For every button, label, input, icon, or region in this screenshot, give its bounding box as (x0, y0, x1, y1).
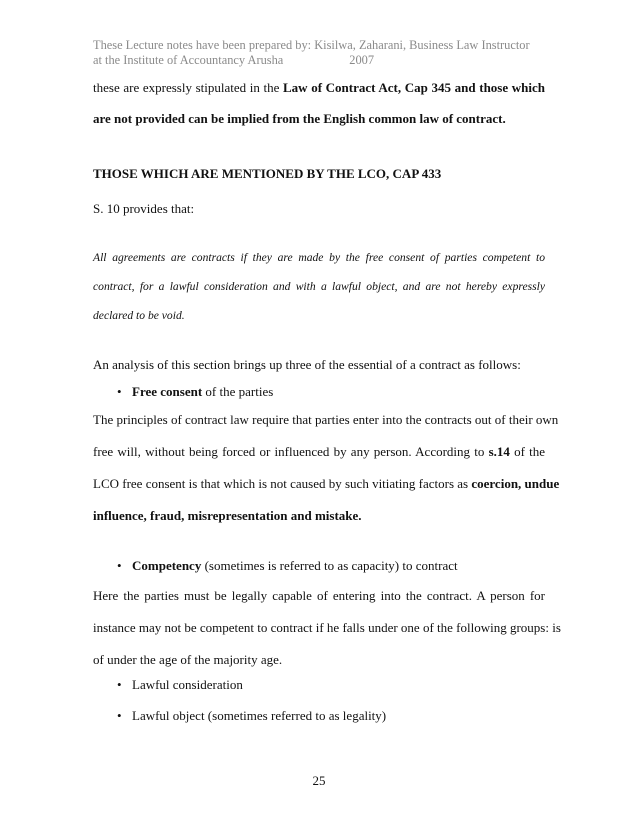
bullet-lawful-object (117, 708, 386, 724)
bullet-competency-bold: Competency (132, 558, 202, 573)
bullet-lawful-object-text: Lawful object (sometimes referred to as legality) (132, 708, 387, 723)
bullet-lawful-consideration-text: Lawful consideration (132, 677, 243, 692)
bullet-competency (117, 558, 458, 574)
comp-line-2: instance may not be competent to contract if he falls under one of the following groups: is (93, 620, 561, 635)
bullet-dot: • (117, 558, 122, 573)
fc-line-2-post: of the (509, 444, 545, 459)
bullet-lawful-consideration (117, 677, 243, 693)
bullet-free-consent-rest: of the parties (202, 384, 274, 399)
fc-line-3 (93, 470, 560, 498)
fc-line-1: The principles of contract law require that parties enter into the contracts out of their own (93, 412, 559, 427)
free-consent-paragraph (93, 406, 560, 530)
header-institution: at the Institute of Accountancy Arusha (93, 53, 284, 67)
comp-line-1: Here the parties must be legally capable of entering into the contract. A person for (93, 588, 545, 603)
quote-line-3: declared to be void. (93, 309, 185, 322)
header-year: 2007 (349, 53, 375, 67)
statute-quote (93, 244, 545, 330)
header-line-1: These Lecture notes have been prepared by: Kisilwa, Zaharani, Business Law Instructor (93, 38, 530, 52)
fc-line-2-bold: s.14 (488, 444, 510, 459)
intro-line-1-bold: Law of Contract Act, Cap 345 and those which (283, 80, 545, 95)
bullet-free-consent-bold: Free consent (132, 384, 203, 399)
intro-line-1 (93, 74, 545, 102)
comp-line-3: of under the age of the majority age. (93, 652, 283, 667)
bullet-dot: • (117, 384, 122, 399)
intro-paragraph (93, 74, 545, 133)
page-number: 25 (312, 773, 326, 788)
fc-line-3-text: LCO free consent is that which is not caused by such vitiating factors as (93, 476, 472, 491)
quote-line-2: contract, for a lawful consideration and with a lawful object, and are not hereby expressly (93, 280, 545, 293)
fc-line-2-text: free will, without being forced or influenced by any person. According to (93, 444, 489, 459)
competency-paragraph (93, 582, 561, 674)
s10-text: S. 10 provides that: (93, 201, 195, 216)
fc-line-2 (93, 438, 545, 466)
bullet-dot: • (117, 708, 122, 723)
bullet-competency-rest: (sometimes is referred to as capacity) to contract (201, 558, 458, 573)
intro-line-2: are not provided can be implied from the English common law of contract. (93, 111, 506, 126)
intro-line-1-text: these are expressly stipulated in the (93, 80, 284, 95)
analysis-text: An analysis of this section brings up three of the essential of a contract as follows: (93, 357, 521, 372)
fc-line-4: influence, fraud, misrepresentation and mistake. (93, 508, 362, 523)
bullet-free-consent (117, 384, 273, 400)
quote-line-1: All agreements are contracts if they are made by the free consent of parties competent to (93, 251, 545, 264)
fc-line-3-bold: coercion, undue (471, 476, 560, 491)
header-line-2 (93, 53, 563, 68)
section-heading: THOSE WHICH ARE MENTIONED BY THE LCO, CAP 433 (93, 166, 442, 181)
page-header (93, 38, 563, 68)
bullet-dot: • (117, 677, 122, 692)
